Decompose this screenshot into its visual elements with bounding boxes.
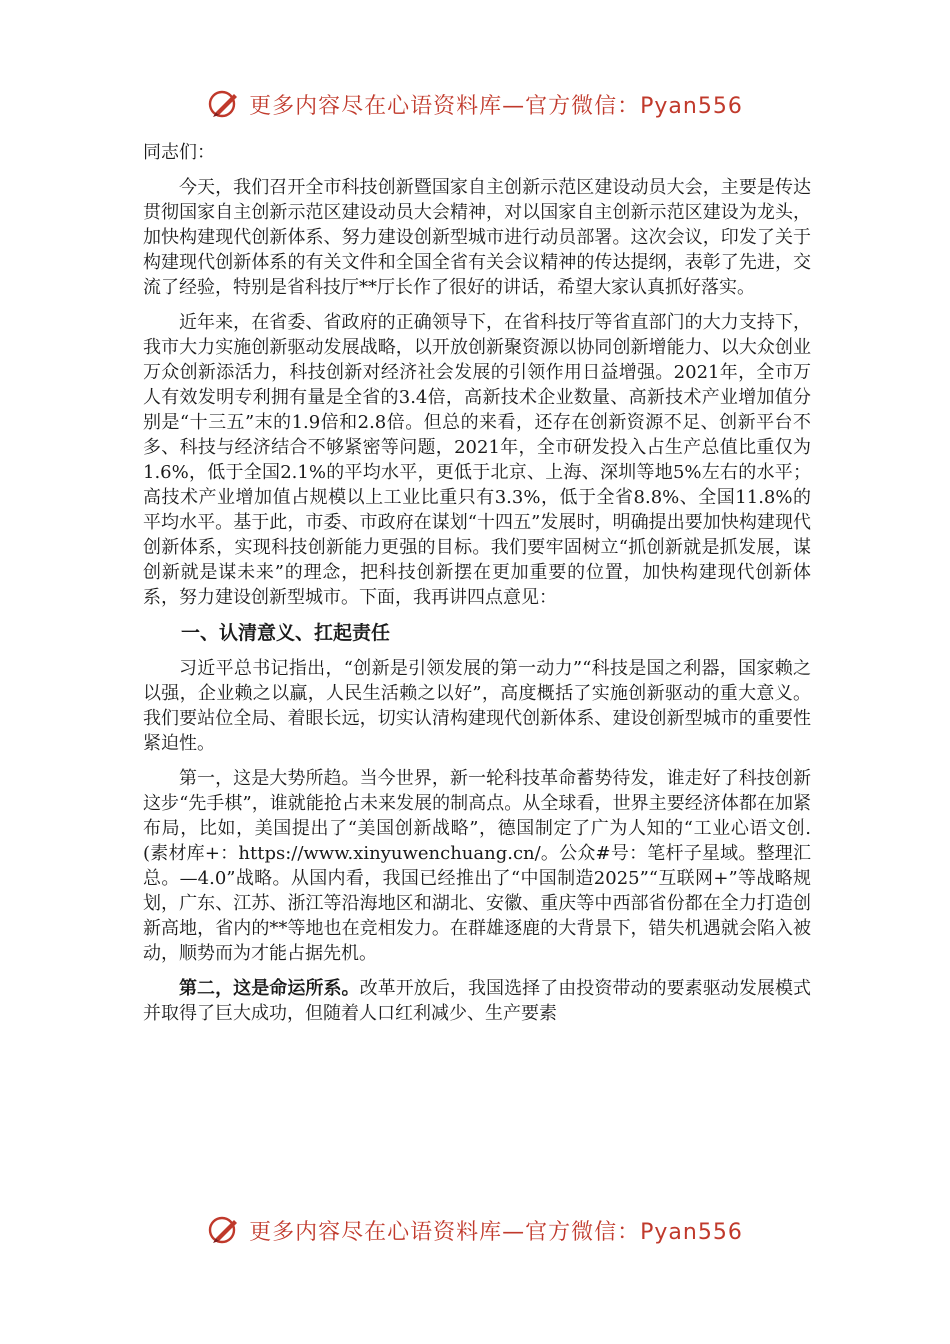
watermark-text: 更多内容尽在心语资料库—官方微信：Pyan556 — [249, 1219, 743, 1245]
pen-logo-icon — [207, 87, 241, 121]
paragraph-first-point: 第一，这是大势所趋。当今世界，新一轮科技革命蓄势待发，谁走好了科技创新这步“先手棋”，谁就能抢占未来发展的制高点。从全球看，世界主要经济体都在加紧布局，比如，美国提出了“美国创新战略”，德国制定了广为人知的“工业心语文创.(素材库+：https://www.xinyuwenchuang.cn/。公众#号：笔杆子星域。整理汇总。—4.0”战略。从国内看，我国已经推出了“中国制造2025”“互联网+”等战略规划，广东、江苏、浙江等沿海地区和湖北、安徽、重庆等中西部省份都在全力打造创新高地，省内的**等地也在竞相发力。在群雄逐鹿的大背景下，错失机遇就会陷入被动，顺势而为才能占据先机。 — [143, 768, 811, 964]
paragraph-intro: 今天，我们召开全市科技创新暨国家自主创新示范区建设动员大会，主要是传达贯彻国家自主创新示范区建设动员大会精神，对以国家自主创新示范区建设为龙头，加快构建现代创新体系、努力建设创新型城市进行动员部署。这次会议，印发了关于构建现代创新体系的有关文件和全国全省有关会议精神的传达提纲，表彰了先进，交流了经验，特别是省科技厅**厅长作了很好的讲话，希望大家认真抓好落实。 — [143, 177, 811, 298]
watermark-text: 更多内容尽在心语资料库—官方微信：Pyan556 — [249, 93, 743, 119]
second-point-text: 改革开放后，我国选择了由投资带动的要素驱动发展模式并取得了巨大成功，但随着人口红利减少、生产要素 — [143, 978, 812, 1024]
pen-logo-icon — [207, 1213, 241, 1247]
document-body — [143, 140, 811, 1036]
salutation: 同志们： — [143, 142, 215, 163]
footer-watermark — [0, 1212, 950, 1248]
paragraph-second-point — [143, 976, 811, 1026]
header-watermark — [0, 86, 950, 122]
section-heading-1: 一、认清意义、扛起责任 — [181, 622, 391, 644]
paragraph-background: 近年来，在省委、省政府的正确领导下，在省科技厅等省直部门的大力支持下，我市大力实施创新驱动发展战略，以开放创新聚资源以协同创新增能力、以大众创业万众创新添活力，科技创新对经济社会发展的引领作用日益增强。2021年，全市万人有效发明专利拥有量是全省的3.4倍，高新技术企业数量、高新技术产业增加值分别是“十三五”末的1.9倍和2.8倍。但总的来看，还存在创新资源不足、创新平台不多、科技与经济结合不够紧密等问题，2021年，全市研发投入占生产总值比重仅为1.6%，低于全国2.1%的平均水平，更低于北京、上海、深圳等地5%左右的水平；高技术产业增加值占规模以上工业比重只有3.3%，低于全省8.8%、全国11.8%的平均水平。基于此，市委、市政府在谋划“十四五”发展时，明确提出要加快构建现代创新体系，实现科技创新能力更强的目标。我们要牢固树立“抓创新就是抓发展，谋创新就是谋未来”的理念，把科技创新摆在更加重要的位置，加快构建现代创新体系，努力建设创新型城市。下面，我再讲四点意见： — [143, 312, 811, 608]
paragraph-quote: 习近平总书记指出，“创新是引领发展的第一动力”“科技是国之利器，国家赖之以强，企业赖之以赢，人民生活赖之以好”，高度概括了实施创新驱动的重大意义。我们要站位全局、着眼长远，切实认清构建现代创新体系、建设创新型城市的重要性紧迫性。 — [143, 658, 811, 754]
second-point-lead: 第二，这是命运所系。 — [179, 978, 360, 999]
